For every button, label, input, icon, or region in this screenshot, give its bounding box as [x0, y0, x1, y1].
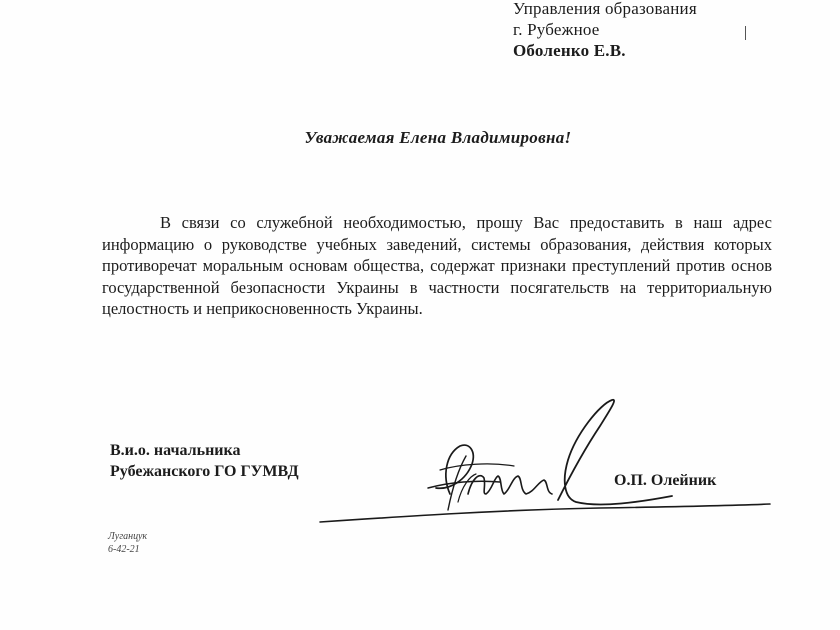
addressee-line-1: Управления образования [513, 0, 697, 18]
signer-title [110, 440, 299, 482]
salutation: Уважаемая Елена Владимировна! [304, 128, 572, 147]
executor-name: Луганцук [108, 531, 148, 542]
letter-body: В связи со служебной необходимостью, прошу Вас предоставить в наш адрес информацию о руководстве учебных заведений, системы образования, действия которых противоречат моральным основам общества, содержат признаки преступлений против основ государственной безопасности Украины в частности посягательств на территориальную целостность и неприкосновенность Украины. [102, 213, 772, 318]
margin-mark [745, 26, 746, 40]
addressee-block [513, 0, 697, 61]
addressee-name: Оболенко Е.В. [513, 41, 626, 60]
addressee-line-2: г. Рубежное [513, 20, 600, 39]
executor-note [108, 530, 147, 556]
handwritten-signature-icon [300, 390, 780, 540]
signer-title-line-1: В.и.о. начальника [110, 442, 241, 459]
executor-phone: 6-42-21 [108, 544, 140, 555]
signer-title-line-2: Рубежанского ГО ГУМВД [110, 463, 299, 480]
signer-name: О.П. Олейник [614, 472, 717, 489]
